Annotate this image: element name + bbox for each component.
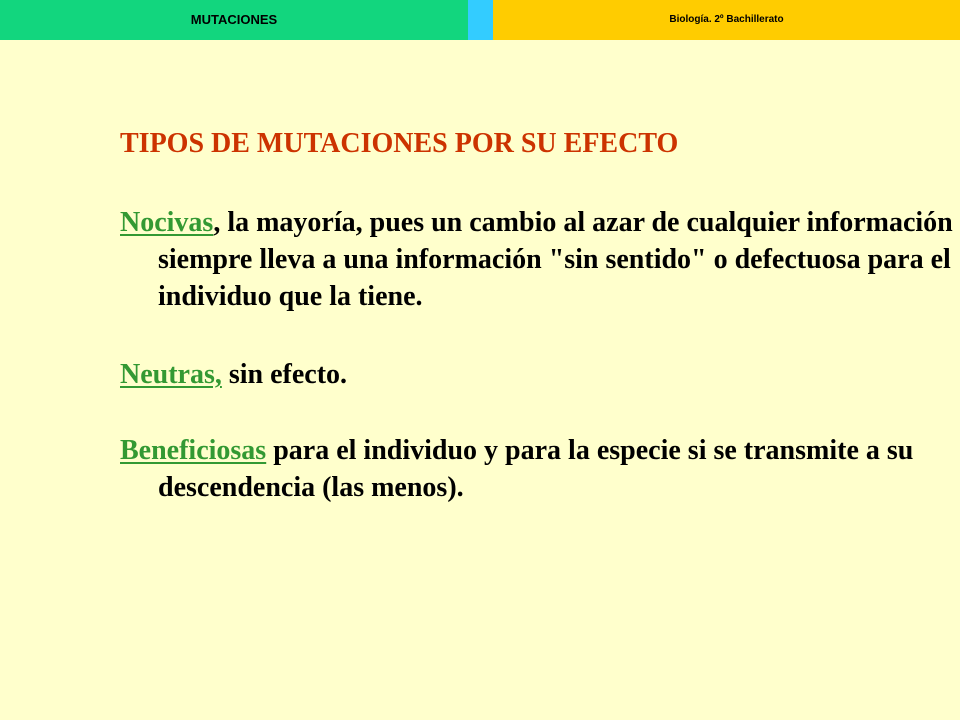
list-item-beneficiosas (120, 432, 958, 506)
header-bar (0, 0, 960, 40)
header-course-label: Biología. 2º Bachillerato (493, 0, 960, 40)
list-item-neutras (120, 356, 958, 393)
list-item-nocivas (120, 204, 958, 315)
header-section-title: MUTACIONES (0, 0, 468, 40)
term-beneficiosas-link[interactable]: Beneficiosas (120, 435, 267, 466)
item-nocivas-text: , la mayoría, pues un cambio al azar de cualquier información siempre lleva a una información "sin sentido" o defectuosa para el individuo que la tiene. (158, 207, 953, 312)
item-neutras-text: sin efecto. (221, 359, 348, 390)
item-beneficiosas-text: para el individuo y para la especie si se transmite a su descendencia (las menos). (158, 435, 914, 503)
header-accent-block (468, 0, 493, 40)
term-neutras-link[interactable]: Neutras, (120, 359, 222, 390)
slide-title: TIPOS DE MUTACIONES POR SU EFECTO (120, 128, 679, 159)
term-nocivas-link[interactable]: Nocivas (120, 207, 214, 238)
